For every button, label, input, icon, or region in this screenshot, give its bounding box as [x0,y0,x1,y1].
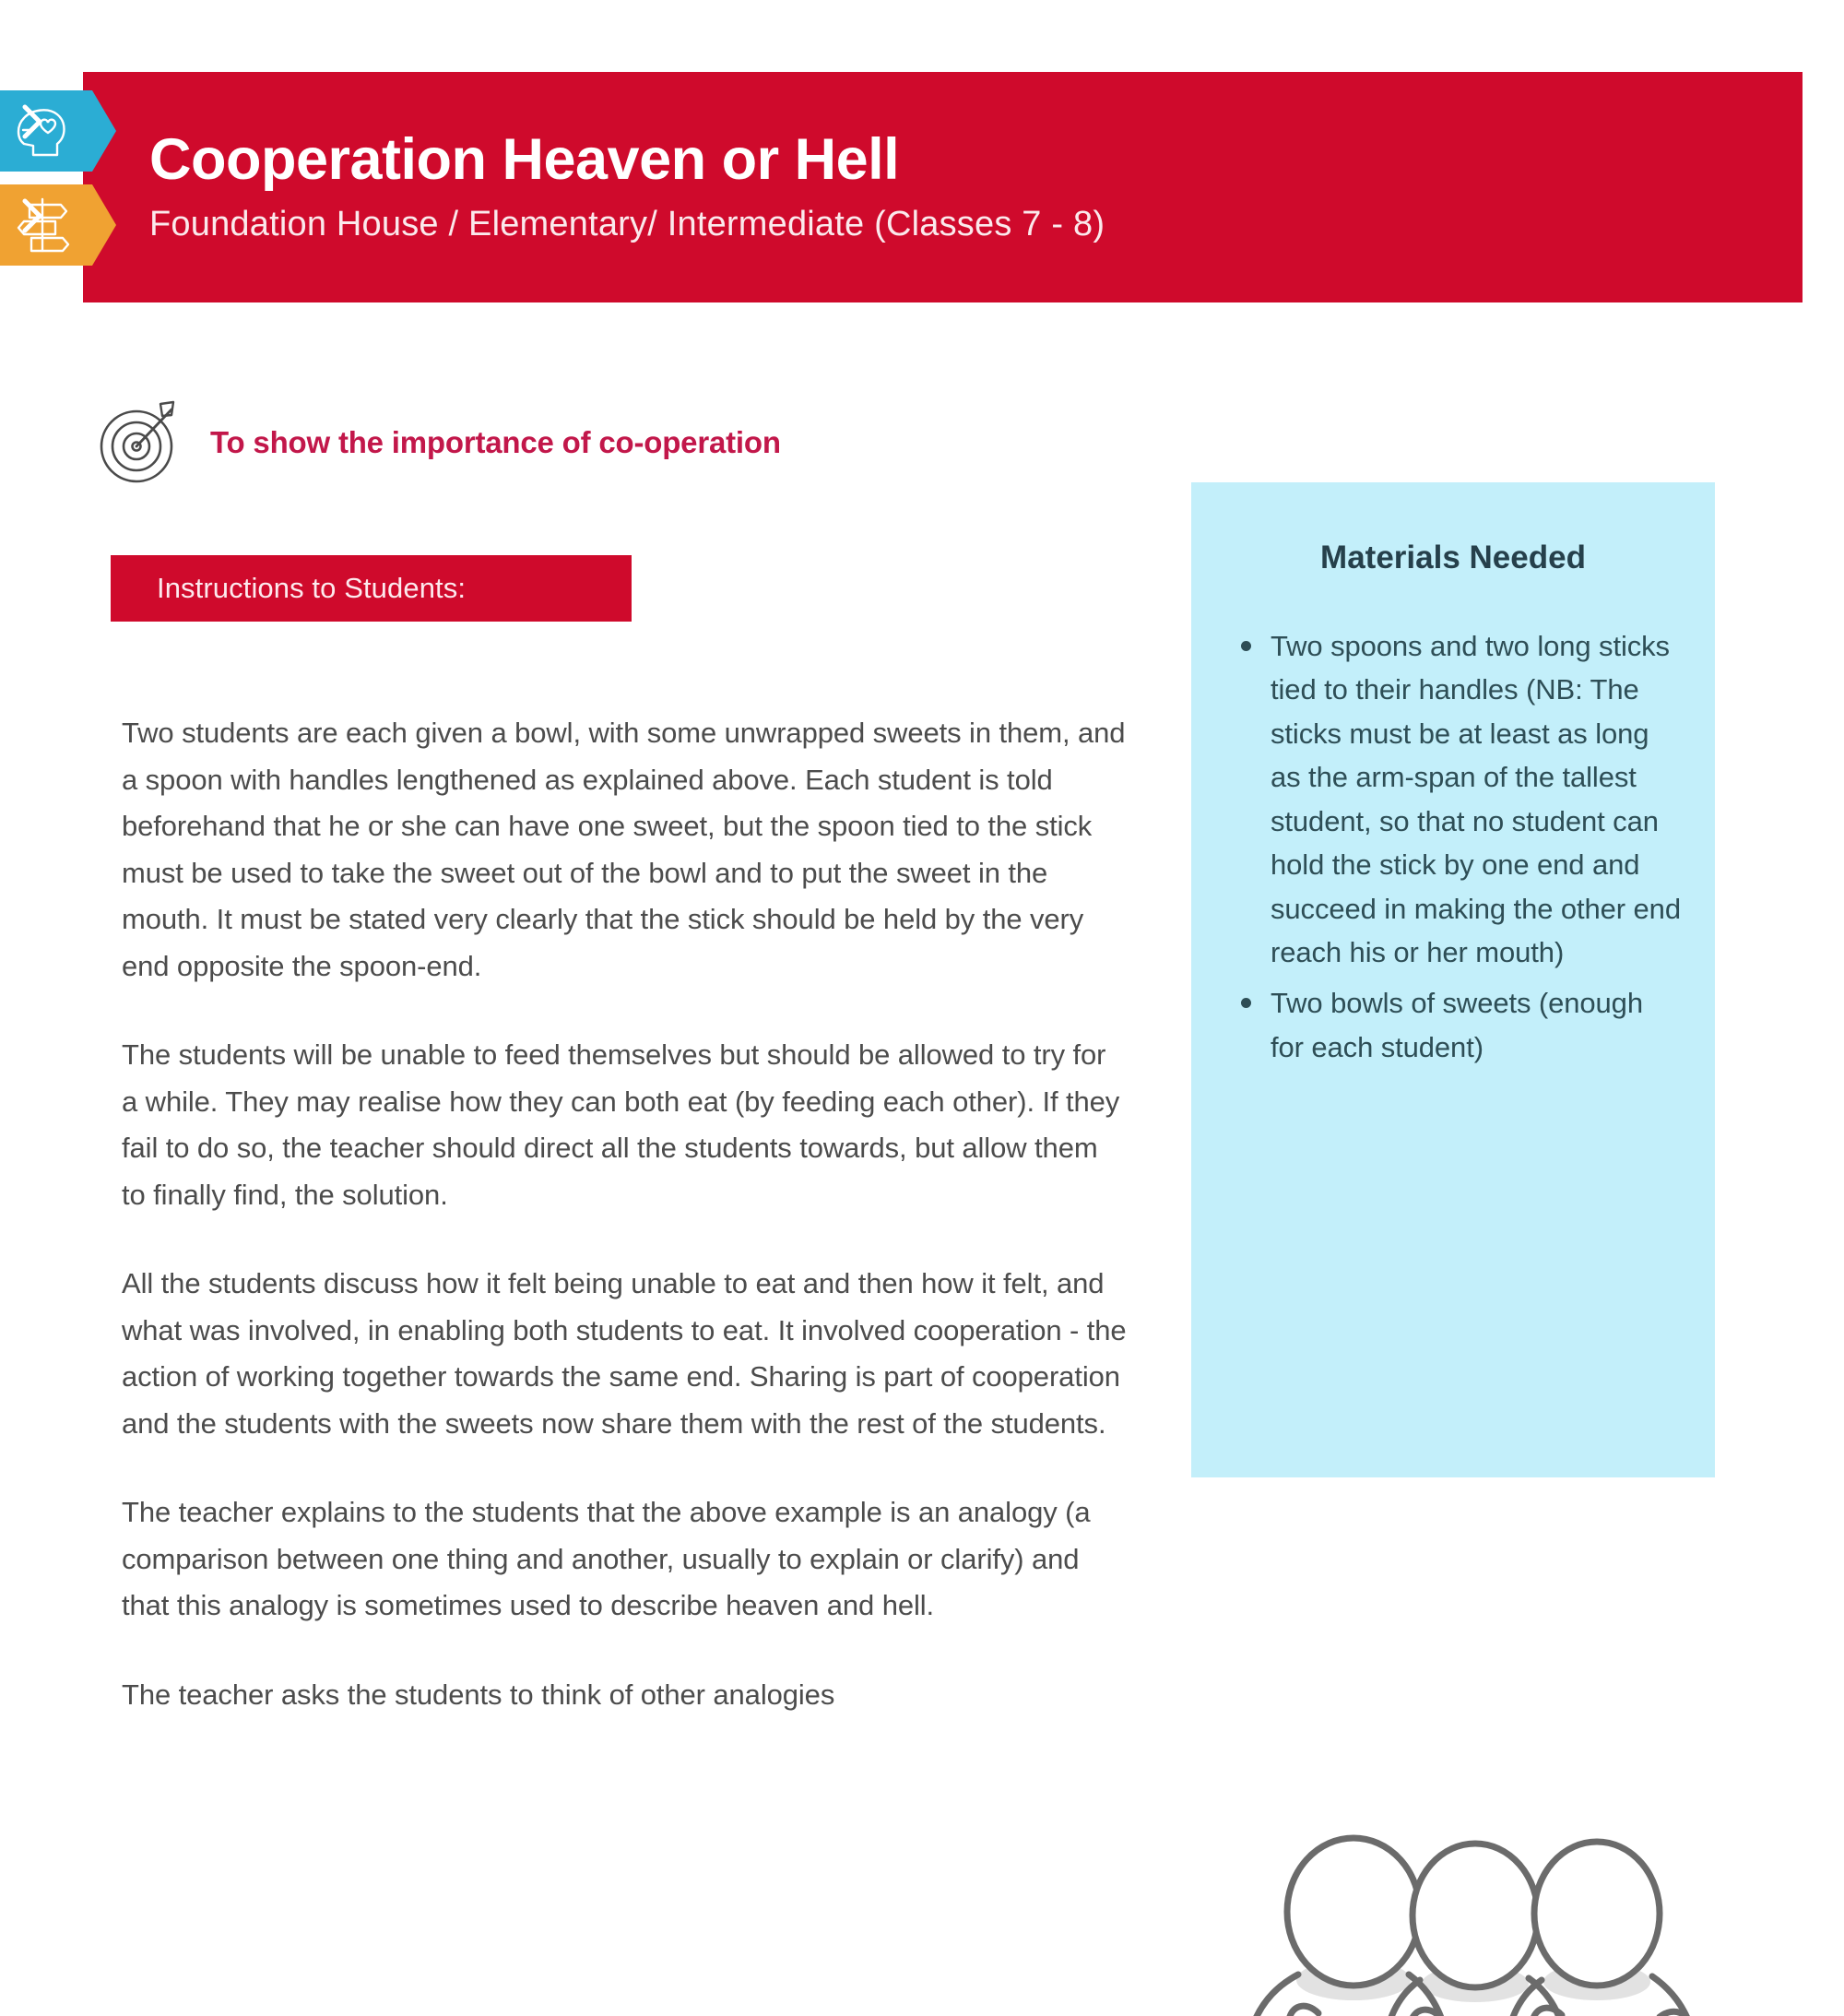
header-text-block [149,72,1717,302]
instructions-banner-label: Instructions to Students: [157,572,467,604]
materials-title: Materials Needed [1320,540,1586,575]
list-item: Two spoons and two long sticks tied to their handles (NB: The sticks must be at least as long as the arm-span of the tallest student, so that no student can hold the stick by one end and succeed in making the other end reach his or her mouth) [1271,624,1684,974]
tab-arrow-blue [92,90,116,172]
people-group-icon [1199,1775,1752,2016]
objective-row [96,397,781,489]
page-title: Cooperation Heaven or Hell [149,127,900,193]
materials-needed-panel [1191,482,1715,1477]
instructions-paragraph: The teacher asks the students to think of other analogies [122,1678,835,1711]
instructions-banner [111,555,632,622]
list-item: Two bowls of sweets (enough for each student) [1271,981,1684,1069]
category-tab-emotional[interactable] [0,90,112,172]
three-people-outline-illustration [1199,1775,1752,2016]
materials-list [1223,624,1684,1069]
page-header [0,72,1803,302]
instructions-body [122,710,1127,1761]
chevron-right-icon [13,101,53,142]
chevron-right-icon [13,196,53,236]
instructions-paragraph: The teacher explains to the students that the above example is an analogy (a comparison between one thing and another, usually to explain or clarify) and that this analogy is sometimes used to describe heaven and hell. [122,1496,1091,1622]
page-subtitle: Foundation House / Elementary/ Intermediate (Classes 7 - 8) [149,205,1105,244]
instructions-paragraph: Two students are each given a bowl, with some unwrapped sweets in them, and a spoon with handles lengthened as explained above. Each student is told beforehand that he or she can have one sweet, but the spoon tied to the stick must be used to take the sweet out of the bowl and to put the sweet in the mouth. It must be stated very clearly that the stick should be held by the very end opposite the spoon-end. [122,717,1126,982]
instructions-paragraph: The students will be unable to feed themselves but should be allowed to try for a while. They may realise how they can both eat (by feeding each other). If they fail to do so, the teacher should direct all the students towards, but allow them to finally find, the solution. [122,1038,1120,1211]
target-with-arrow-icon [96,398,184,487]
instructions-paragraph: All the students discuss how it felt being unable to eat and then how it felt, and what was involved, in enabling both students to eat. It involved cooperation - the action of working together towards the same end. Sharing is part of cooperation and the students with the sweets now share them with the rest of the students. [122,1267,1127,1440]
category-tab-guidance[interactable] [0,184,112,266]
tab-arrow-orange [92,184,116,266]
objective-label: To show the importance of co-operation [210,425,781,459]
